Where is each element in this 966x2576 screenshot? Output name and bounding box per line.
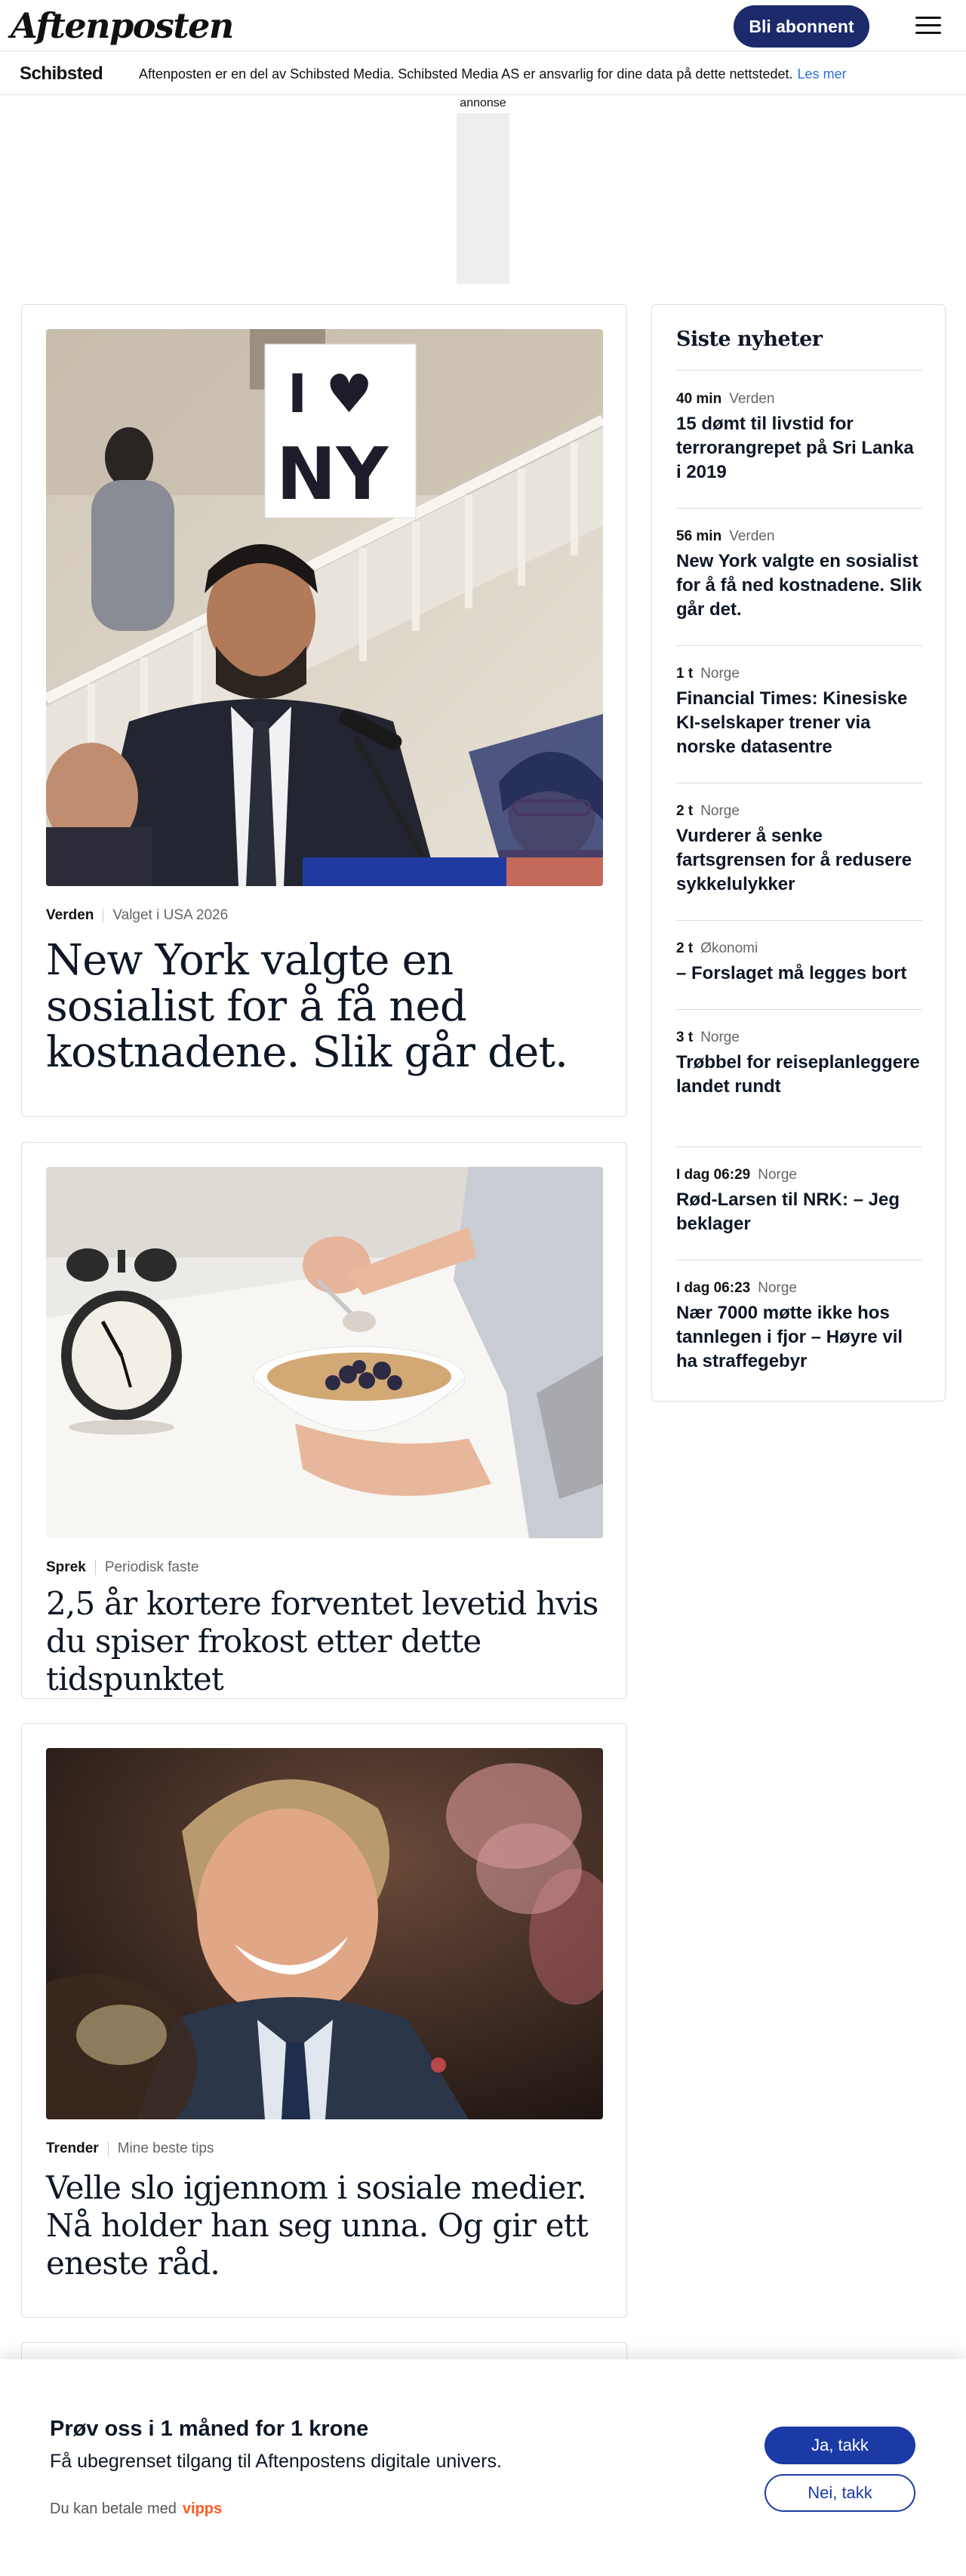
news-meta [676,391,922,408]
divider [676,645,922,646]
news-section: Verden [729,391,775,407]
news-item[interactable] [676,1280,922,1374]
news-item[interactable] [676,666,922,759]
decline-offer-button[interactable]: Nei, takk [764,2474,915,2512]
schibsted-notice [139,66,847,82]
article-tag-1[interactable]: Valget i USA 2026 [112,907,229,923]
news-meta [676,1029,922,1046]
news-item[interactable] [676,528,922,622]
article-section-3[interactable]: Trender [46,2141,99,2156]
article-card-3[interactable] [21,1723,627,2318]
subscription-offer-banner [0,2359,966,2576]
article-headline-2[interactable]: 2,5 år kortere forventet levetid hvis du spiser frokost etter dette tidspunktet [46,1585,598,1697]
latest-news-title: Siste nyheter [676,328,823,351]
ad-label: annonse [460,97,506,109]
subscribe-button[interactable]: Bli abonnent [734,5,869,48]
news-item[interactable] [676,940,922,986]
offer-subtitle: Få ubegrenset tilgang til Aftenpostens digitale univers. [50,2451,502,2472]
news-time: I dag 06:29 [676,1167,751,1183]
divider [676,370,922,371]
news-meta [676,1167,922,1183]
sign-heart-text: I ♥ [288,363,374,425]
vipps-logo: vipps [182,2501,223,2517]
news-time: 3 t [676,1029,694,1045]
payment-text: Du kan betale med [50,2501,177,2517]
aftenposten-logo[interactable]: Aftenposten [11,5,233,46]
article-image-2[interactable] [46,1167,603,1538]
divider [676,1009,922,1010]
divider [676,508,922,509]
news-title[interactable]: Nær 7000 møtte ikke hos tannlegen i fjor – Høyre vil ha straffegebyr [676,1303,903,1371]
accept-offer-button[interactable]: Ja, takk [764,2427,915,2464]
hamburger-icon[interactable] [913,14,943,38]
schibsted-notice-text: Aftenposten er en del av Schibsted Media. Schibsted Media AS er ansvarlig for dine data på dette nettstedet. [139,66,793,82]
news-title[interactable]: – Forslaget må legges bort [676,963,907,983]
article-tag-2[interactable]: Periodisk faste [104,1559,199,1575]
article-tag-3[interactable]: Mine beste tips [117,2141,214,2156]
news-title[interactable]: 15 dømt til livstid for terrorangrepet på Sri Lanka i 2019 [676,414,914,482]
news-meta [676,666,922,682]
news-time: 56 min [676,528,722,544]
news-title[interactable]: Trøbbel for reiseplanleggere landet rundt [676,1052,920,1097]
article-image-1[interactable] [46,329,603,886]
latest-news-sidebar [651,304,946,1402]
news-section: Norge [758,1280,797,1296]
news-section: Økonomi [700,940,758,956]
news-title[interactable]: Rød-Larsen til NRK: – Jeg beklager [676,1190,900,1234]
news-meta [676,1280,922,1297]
article-image-3[interactable] [46,1748,603,2119]
news-time: 1 t [676,666,694,682]
news-meta [676,803,922,820]
article-card-2[interactable] [21,1142,627,1699]
news-meta [676,528,922,545]
news-section: Norge [700,666,740,682]
news-time: 2 t [676,803,694,819]
payment-info [50,2501,222,2518]
news-time: 2 t [676,940,694,956]
news-section: Norge [700,1029,740,1045]
news-meta [676,940,922,957]
article-card-1[interactable] [21,304,627,1117]
news-title[interactable]: New York valgte en sosialist for å få ned kostnadene. Slik går det. [676,551,922,620]
article-section-1[interactable]: Verden [46,907,94,923]
article-section-2[interactable]: Sprek [46,1559,86,1575]
divider [676,1146,922,1147]
schibsted-notice-bar [0,51,966,95]
read-more-link[interactable]: Les mer [797,66,847,82]
article-meta-3 [46,2141,214,2157]
site-header [0,0,966,51]
news-section: Norge [758,1167,797,1183]
divider [676,920,922,921]
news-title[interactable]: Financial Times: Kinesiske KI-selskaper trener via norske datasentre [676,688,908,757]
news-item[interactable] [676,803,922,897]
news-time: I dag 06:23 [676,1280,751,1296]
article-headline-3[interactable]: Velle slo igjennom i sosiale medier. Nå holder han seg unna. Og gir ett eneste råd. [46,2169,588,2282]
schibsted-logo[interactable]: Schibsted [20,63,103,84]
news-title[interactable]: Vurderer å senke fartsgrensen for å redusere sykkelulykker [676,826,912,894]
news-item[interactable] [676,391,922,485]
news-section: Norge [700,803,740,819]
ad-slot[interactable] [457,113,509,284]
news-section: Verden [729,528,775,544]
news-item[interactable] [676,1029,922,1099]
sign-ny-text: NY [276,433,389,516]
article-headline-1[interactable]: New York valgte en sosialist for å få ned kostnadene. Slik går det. [46,936,568,1077]
article-meta-2 [46,1559,198,1576]
article-meta-1 [46,907,228,924]
news-time: 40 min [676,391,722,407]
news-item[interactable] [676,1167,922,1236]
offer-title: Prøv oss i 1 måned for 1 krone [50,2417,369,2441]
